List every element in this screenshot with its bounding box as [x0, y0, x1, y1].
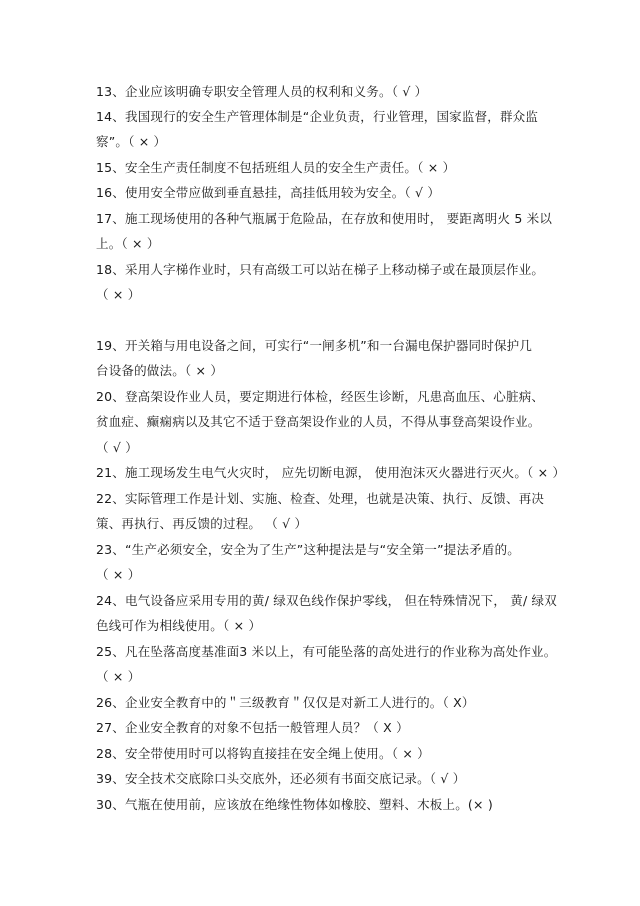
q25-answer: （ × ） — [96, 669, 141, 684]
q27-line: 27、企业安全教育的对象不包括一般管理人员？（ X ） — [96, 720, 409, 735]
q18-line-1: 18、采用人字梯作业时，只有高级工可以站在梯子上移动梯子或在最顶层作业。 — [96, 262, 545, 277]
q28-line: 28、安全带使用时可以将钩直接挂在安全绳上使用。（ × ） — [96, 746, 430, 761]
q21-line: 21、施工现场发生电气火灾时， 应先切断电源， 使用泡沫灭火器进行灭火。（ × ） — [96, 465, 566, 480]
q25-line-1: 25、凡在坠落高度基准面3 米以上，有可能坠落的高处进行的作业称为高处作业。 — [96, 644, 557, 659]
q22-line-1: 22、实际管理工作是计划、实施、检查、处理，也就是决策、执行、反馈、再决 — [96, 491, 545, 506]
q39-line: 39、安全技术交底除口头交底外，还必须有书面交底记录。（ √ ） — [96, 771, 466, 786]
q19-line-2: 台设备的做法。（ × ） — [96, 363, 224, 378]
q24-line-1: 24、电气设备应采用专用的黄/ 绿双色线作保护零线， 但在特殊情况下， 黄/ 绿双 — [96, 593, 557, 608]
q13-line: 13、企业应该明确专职安全管理人员的权利和义务。（ √ ） — [96, 84, 428, 99]
q17-line-2: 上。（ × ） — [96, 236, 160, 251]
q23-answer: （ × ） — [96, 567, 141, 582]
q20-line-1: 20、登高架设作业人员，要定期进行体检，经医生诊断，凡患高血压、心脏病、 — [96, 389, 545, 404]
q30-line: 30、气瓶在使用前，应该放在绝缘性物体如橡胶、塑料、木板上。(× ) — [96, 797, 493, 812]
q23-line-1: 23、“生产必须安全，安全为了生产”这种提法是与“安全第一”提法矛盾的。 — [96, 542, 521, 557]
q20-line-2: 贫血症、癫痫病以及其它不适于登高架设作业的人员，不得从事登高架设作业。 — [96, 414, 541, 429]
q18-answer: （ × ） — [96, 287, 141, 302]
q26-line: 26、企业安全教育中的＂三级教育＂仅仅是对新工人进行的。（ X） — [96, 695, 475, 710]
q17-line-1: 17、施工现场使用的各种气瓶属于危险品，在存放和使用时， 要距离明火 5 米以 — [96, 211, 553, 226]
q24-line-2: 色线可作为相线使用。（ × ） — [96, 618, 262, 633]
q20-answer: （ √ ） — [96, 440, 138, 455]
q14-line-1: 14、我国现行的安全生产管理体制是“企业负责，行业管理，国家监督，群众监 — [96, 109, 539, 124]
q22-line-2: 策、再执行、再反馈的过程。 （ √ ） — [96, 516, 308, 531]
q15-line: 15、安全生产责任制度不包括班组人员的安全生产责任。（ × ） — [96, 160, 456, 175]
q16-line: 16、使用安全带应做到垂直悬挂，高挂低用较为安全。（ √ ） — [96, 185, 441, 200]
q19-line-1: 19、开关箱与用电设备之间，可实行“一闸多机”和一台漏电保护器同时保护几 — [96, 338, 533, 353]
q14-line-2: 察”。（ × ） — [96, 134, 167, 149]
